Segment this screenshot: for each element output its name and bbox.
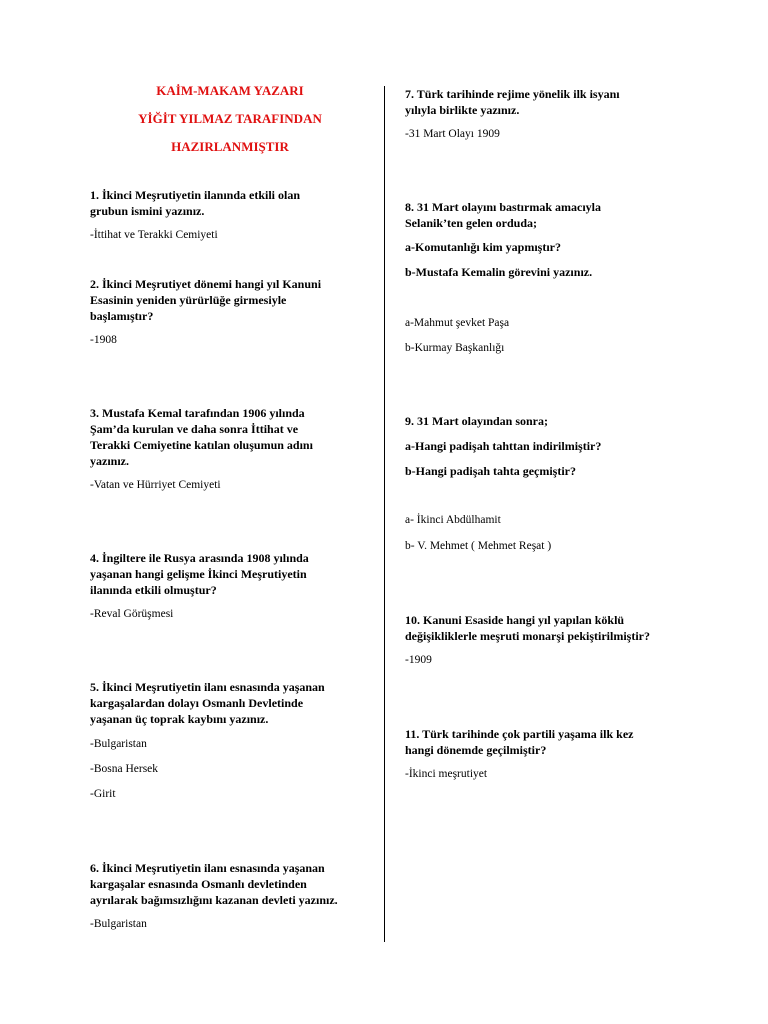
- question-5-line-2: kargaşalardan dolayı Osmanlı Devletinde: [90, 696, 304, 710]
- answer-8-b: b-Kurmay Başkanlığı: [405, 342, 505, 354]
- question-10-line-2: değişikliklerle meşruti monarşi pekiştirilmiştir?: [405, 629, 650, 643]
- answer-9-a: a- İkinci Abdülhamit: [405, 514, 501, 526]
- answer-8-a: a-Mahmut şevket Paşa: [405, 317, 510, 329]
- title-line-2: YİĞİT YILMAZ TARAFINDAN: [138, 111, 322, 126]
- column-divider: [384, 86, 385, 942]
- question-3-line-1: 3. Mustafa Kemal tarafından 1906 yılında: [90, 406, 305, 420]
- answer-6: -Bulgaristan: [90, 918, 147, 930]
- question-4-line-2: yaşanan hangi gelişme İkinci Meşrutiyetin: [90, 567, 307, 581]
- question-8-line-1: 8. 31 Mart olayını bastırmak amacıyla: [405, 200, 601, 214]
- question-6-line-3: ayrılarak bağımsızlığını kazanan devleti yazınız.: [90, 893, 338, 907]
- question-3-line-4: yazınız.: [90, 454, 129, 468]
- question-5-line-1: 5. İkinci Meşrutiyetin ilanı esnasında yaşanan: [90, 680, 325, 694]
- question-4-line-3: ilanında etkili olmuştur?: [90, 583, 217, 597]
- question-9-line-2: a-Hangi padişah tahttan indirilmiştir?: [405, 439, 602, 453]
- answer-1: -İttihat ve Terakki Cemiyeti: [90, 229, 218, 241]
- question-3-line-2: Şam’da kurulan ve daha sonra İttihat ve: [90, 422, 299, 436]
- answer-3: -Vatan ve Hürriyet Cemiyeti: [90, 479, 221, 491]
- question-9-line-3: b-Hangi padişah tahta geçmiştir?: [405, 464, 577, 478]
- question-2-line-2: Esasinin yeniden yürürlüğe girmesiyle: [90, 293, 287, 307]
- question-11-line-2: hangi dönemde geçilmiştir?: [405, 743, 547, 757]
- title-line-3: HAZIRLANMIŞTIR: [171, 139, 289, 154]
- question-7-line-1: 7. Türk tarihinde rejime yönelik ilk isyanı: [405, 87, 620, 101]
- question-7-line-2: yılıyla birlikte yazınız.: [405, 103, 520, 117]
- question-6-line-1: 6. İkinci Meşrutiyetin ilanı esnasında yaşanan: [90, 861, 325, 875]
- question-8-line-4: b-Mustafa Kemalin görevini yazınız.: [405, 265, 593, 279]
- answer-5-item-1: -Bulgaristan: [90, 738, 147, 750]
- question-6-line-2: kargaşalar esnasında Osmanlı devletinden: [90, 877, 307, 891]
- question-4-line-1: 4. İngiltere ile Rusya arasında 1908 yılında: [90, 551, 309, 565]
- question-3-line-3: Terakki Cemiyetine katılan oluşumun adını: [90, 438, 313, 452]
- title-line-1: KAİM-MAKAM YAZARI: [156, 83, 304, 98]
- question-2-line-3: başlamıştır?: [90, 309, 154, 323]
- answer-4: -Reval Görüşmesi: [90, 608, 174, 620]
- question-2-line-1: 2. İkinci Meşrutiyet dönemi hangi yıl Kanuni: [90, 277, 322, 291]
- answer-7: -31 Mart Olayı 1909: [405, 128, 500, 140]
- question-1-line-2: grubun ismini yazınız.: [90, 204, 205, 218]
- question-11-line-1: 11. Türk tarihinde çok partili yaşama ilk kez: [405, 727, 634, 741]
- answer-5-item-3: -Girit: [90, 788, 116, 800]
- answer-2: -1908: [90, 334, 117, 346]
- question-1-line-1: 1. İkinci Meşrutiyetin ilanında etkili olan: [90, 188, 301, 202]
- answer-5-item-2: -Bosna Hersek: [90, 763, 159, 775]
- question-8-line-2: Selanik’ten gelen orduda;: [405, 216, 538, 230]
- answer-11: -İkinci meşrutiyet: [405, 768, 488, 780]
- question-9-line-1: 9. 31 Mart olayından sonra;: [405, 414, 549, 428]
- question-10-line-1: 10. Kanuni Esaside hangi yıl yapılan köklü: [405, 613, 625, 627]
- question-5-line-3: yaşanan üç toprak kaybını yazınız.: [90, 712, 269, 726]
- question-8-line-3: a-Komutanlığı kim yapmıştır?: [405, 240, 562, 254]
- answer-9-b: b- V. Mehmet ( Mehmet Reşat ): [405, 540, 552, 552]
- answer-10: -1909: [405, 654, 432, 666]
